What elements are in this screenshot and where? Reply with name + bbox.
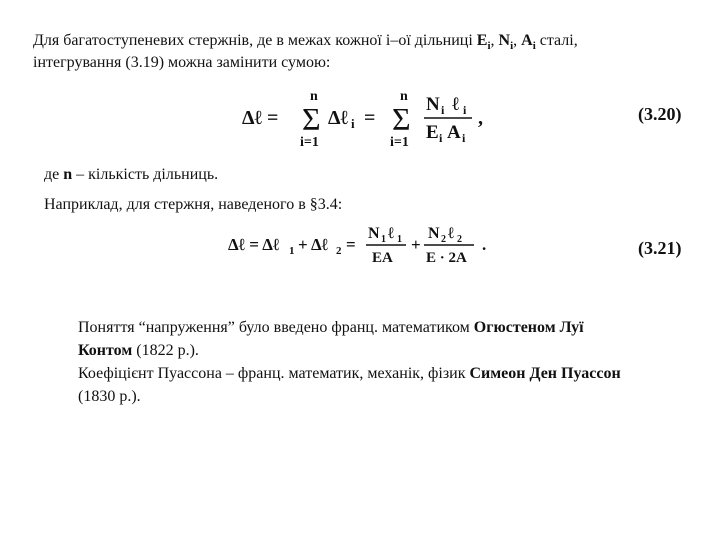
- eq2-plus2: +: [411, 235, 421, 254]
- equation-number-3-20: (3.20): [638, 104, 682, 124]
- var-n-count: n: [63, 166, 73, 183]
- eq1-den-a-sub: i: [462, 131, 466, 145]
- eq1-trail: ,: [478, 107, 483, 129]
- eq1-den-e: E: [426, 122, 439, 143]
- eq1-sum2-symbol: Σ: [392, 101, 411, 137]
- eq2-lhs: Δℓ = Δℓ: [228, 235, 280, 254]
- example-line: Наприклад, для стержня, наведеного в §3.4:: [44, 196, 343, 213]
- after-eq1-prefix: де: [44, 166, 64, 183]
- eq2-f1-den: EA: [372, 250, 393, 266]
- eq1-sum-bottom: i=1: [300, 135, 319, 150]
- eq2-f2-num-n: N: [428, 225, 440, 242]
- eq1-sum2-top: n: [400, 89, 408, 104]
- eq2-sub2: 2: [336, 245, 342, 257]
- eq2-plus: + Δℓ: [298, 235, 329, 254]
- comma: ,: [490, 32, 499, 49]
- eq1-sum-top: n: [310, 89, 318, 104]
- eq1-sum-symbol: Σ: [302, 101, 321, 137]
- intro-text: Для багатоступеневих стержнів, де в межах кожної i–ої дільниці: [33, 32, 477, 49]
- note-2-year: (1830 р.).: [78, 388, 141, 405]
- intro-line-2: інтегрування (3.19) можна замінити сумою:: [33, 54, 331, 71]
- eq1-term-sub: i: [351, 116, 355, 131]
- eq2-f2-num-l-sub: 2: [457, 234, 462, 245]
- eq2-trail: .: [482, 235, 487, 254]
- eq2-f1-num-n: N: [368, 225, 380, 242]
- note-1-name: Огюстеном Луї Контом: [78, 319, 584, 359]
- var-e-sub: i: [487, 40, 491, 53]
- historical-note: [78, 316, 638, 408]
- eq1-num-l: ℓ: [452, 94, 460, 115]
- eq2-f2-num-l: ℓ: [448, 225, 454, 242]
- note-2-text: Коефіцієнт Пуассона – франц. математик, механік, фізик: [78, 365, 470, 382]
- note-paragraph-2: [78, 362, 638, 408]
- eq1-den-a: A: [447, 122, 461, 143]
- equation-3-20: [240, 86, 510, 152]
- eq2-f1-num-n-sub: 1: [381, 234, 386, 245]
- eq2-f1-num-l-sub: 1: [397, 234, 402, 245]
- eq2-sub1: 1: [289, 245, 295, 257]
- eq1-equals: =: [364, 107, 376, 129]
- var-n: N: [498, 32, 511, 49]
- after-eq1-rest: – кількість дільниць.: [72, 166, 219, 183]
- note-paragraph-1: [78, 316, 638, 362]
- note-1-year: (1822 р.).: [132, 342, 199, 359]
- note-1-text: Поняття “напруження” було введено франц. математиком: [78, 319, 474, 336]
- eq2-f1-num-l: ℓ: [388, 225, 394, 242]
- after-eq1-line: [44, 164, 218, 186]
- equation-number-3-21: (3.21): [638, 238, 682, 258]
- var-n-sub: i: [510, 40, 514, 53]
- eq2-f2-den: E · 2A: [426, 250, 467, 266]
- equation-3-21: [226, 222, 496, 272]
- eq1-term: Δℓ: [328, 107, 349, 129]
- eq2-f2-num-n-sub: 2: [441, 234, 446, 245]
- eq1-lhs: Δℓ =: [242, 107, 279, 129]
- var-a: A: [521, 32, 533, 49]
- eq1-num-n-sub: i: [441, 103, 445, 117]
- var-a-sub: i: [532, 40, 536, 53]
- intro-end: сталі,: [535, 32, 578, 49]
- eq1-num-n: N: [426, 94, 440, 115]
- note-2-name: Симеон Ден Пуассон: [469, 365, 621, 382]
- eq2-equals: =: [346, 235, 356, 254]
- comma: ,: [513, 32, 522, 49]
- eq1-den-e-sub: i: [439, 131, 443, 145]
- var-e: E: [476, 32, 488, 49]
- eq1-sum2-bottom: i=1: [390, 135, 409, 150]
- eq1-num-l-sub: i: [463, 103, 467, 117]
